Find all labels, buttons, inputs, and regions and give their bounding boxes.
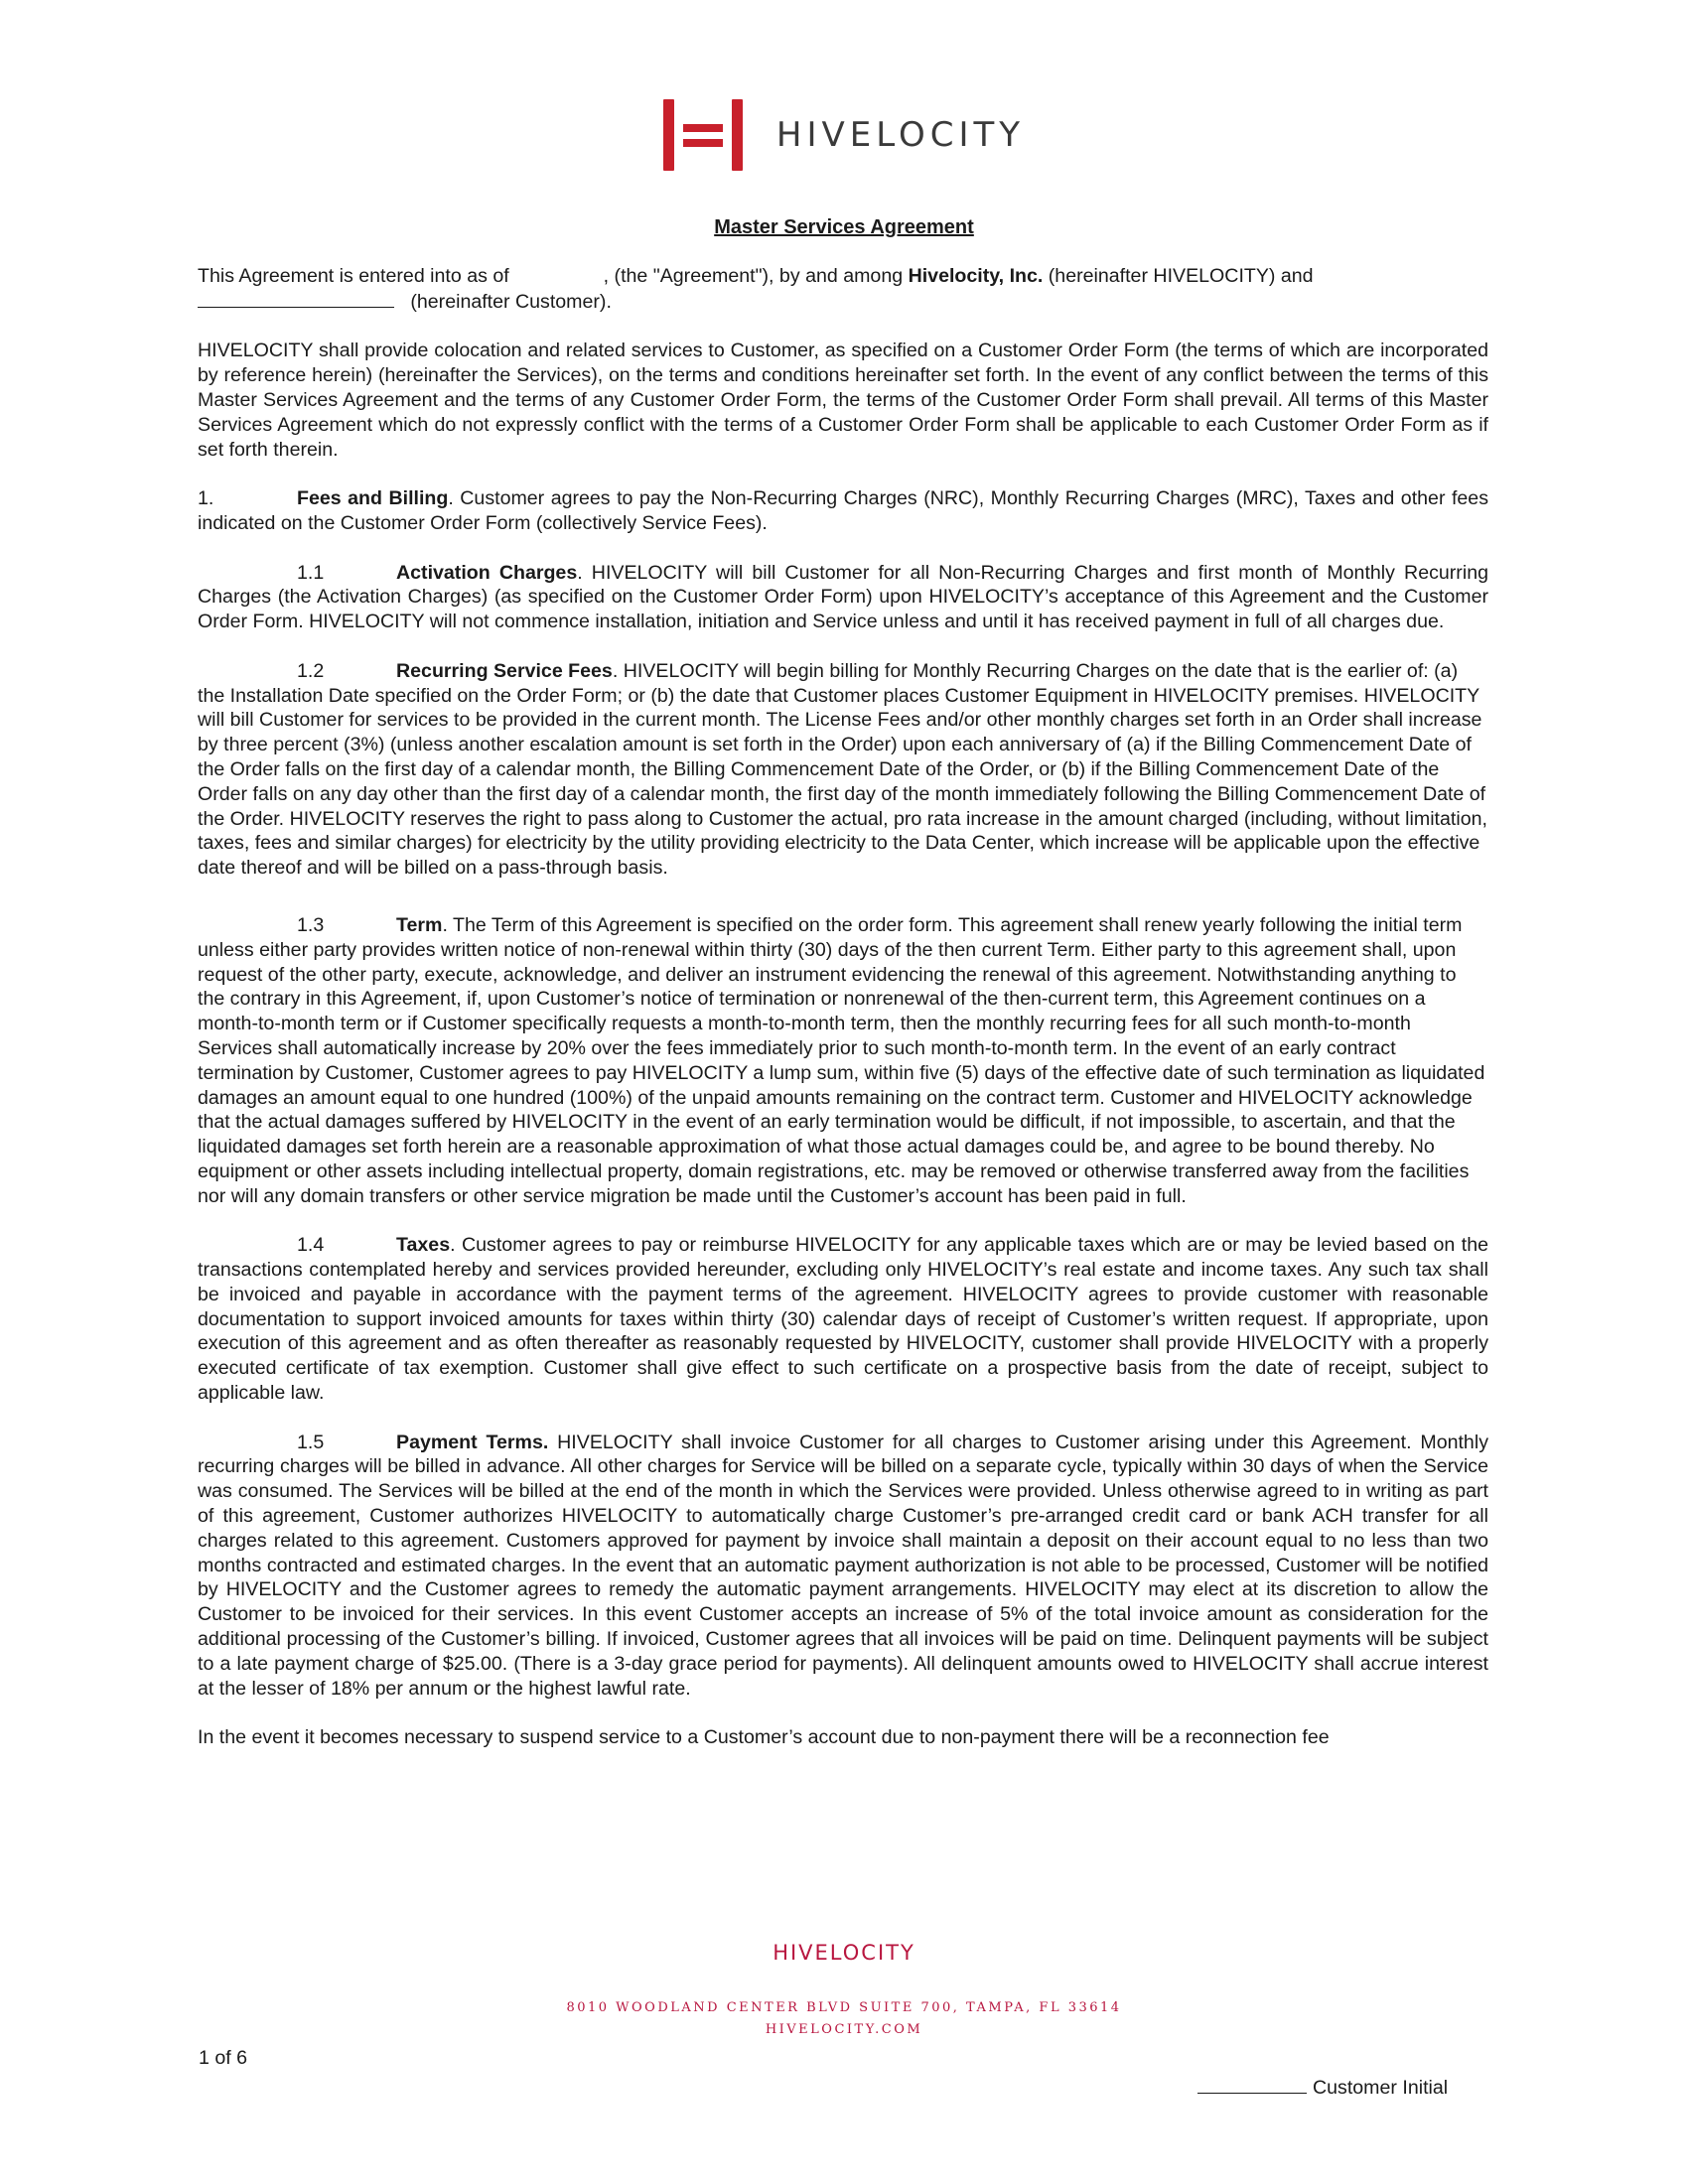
customer-initial-label: Customer Initial — [1313, 2077, 1449, 2099]
customer-name-blank — [198, 289, 394, 308]
section-1-2: 1.2 Recurring Service Fees. HIVELOCITY will begin billing for Monthly Recurring Charges on the date that is the earlier of: (a) the Installation Date specified on the Order Form; or (b) the date that Customer places Customer Equipment in HIVELOCITY premises. HIVELOCITY will bill Customer for services to be provided in the current month. The License Fees and/or other monthly charges set forth in an Order shall increase by three percent (3%) (unless another escalation amount is set forth in the Order) upon each anniversary of (a) if the Billing Commencement Date of the Order falls on the first day of a calendar month, the Billing Commencement Date of the Order, or (b) if the Billing Commencement Date of the Order falls on any day other than the first day of a calendar month, the first day of the month immediately following the Billing Commencement Date of the Order. HIVELOCITY reserves the right to pass along to Customer the actual, pro rata increase in the amount charged (including, without limitation, taxes, fees and similar charges) for electricity by the utility providing electricity to the Data Center, which increase will be applicable upon the effective date thereof and will be billed on a pass-through basis. — [198, 659, 1487, 880]
customer-initial-field — [1197, 2075, 1448, 2100]
section-heading: Recurring Service Fees — [396, 659, 613, 682]
footer-address: 8010 WOODLAND CENTER BLVD SUITE 700, TAMPA, FL 33614 — [566, 2000, 1122, 2015]
footer-website: HIVELOCITY.COM — [765, 2022, 923, 2037]
intro-paragraph: This Agreement is entered into as of , (the "Agreement"), by and among Hivelocity, Inc. (hereinafter HIVELOCITY) and (hereinafter Customer). — [198, 265, 1314, 313]
section-1-4: 1.4 Taxes. Customer agrees to pay or reimburse HIVELOCITY for any applicable taxes which are or may be levied based on the transactions contemplated hereby and services provided hereunder, excluding only HIVELOCITY’s real estate and income taxes. Any such tax shall be invoiced and payable in accordance with the payment terms of the agreement. HIVELOCITY agrees to provide customer with reasonable documentation to support invoiced amounts for taxes within thirty (30) calendar days of receipt of Customer’s written request. If appropriate, upon execution of this agreement and as often thereafter as reasonably requested by HIVELOCITY, customer shall provide HIVELOCITY with a properly executed certificate of tax exemption. Customer shall give effect to such certificate on a prospective basis from the date of receipt, subject to applicable law. — [198, 1234, 1488, 1405]
hivelocity-logo — [0, 99, 1688, 171]
preamble-paragraph: HIVELOCITY shall provide colocation and related services to Customer, as specified on a Customer Order Form (the terms of which are incorporated by reference herein) (hereinafter the Services), on the terms and conditions hereinafter set forth. In the event of any conflict between the terms of this Master Services Agreement and the terms of any Customer Order Form, the terms of the Customer Order Form shall prevail. All terms of this Master Services Agreement which do not expressly conflict with the terms of a Customer Order Form shall be applicable to each Customer Order Form as if set forth therein. — [198, 340, 1488, 461]
section-1-1: 1.1 Activation Charges. HIVELOCITY will bill Customer for all Non-Recurring Charges and first month of Monthly Recurring Charges (the Activation Charges) (as specified on the Customer Order Form) upon HIVELOCITY’s acceptance of this Agreement and the Customer Order Form. HIVELOCITY will not commence installation, initiation and Service unless and until it has received payment in full of all charges due. — [198, 561, 1488, 633]
section-1-3: 1.3 Term. The Term of this Agreement is specified on the order form. This agreement shall renew yearly following the initial term unless either party provides written notice of non-renewal within thirty (30) days of the then current Term. Either party to this agreement shall, upon request of the other party, execute, acknowledge, and deliver an instrument evidencing the renewal of this agreement. Notwithstanding anything to the contrary in this Agreement, if, upon Customer’s notice of termination or nonrenewal of the then-current term, this Agreement continues on a month-to-month term or if Customer specifically requests a month-to-month term, then the monthly recurring fees for all such month-to-month Services shall automatically increase by 20% over the fees immediately prior to such month-to-month term. In the event of an early contract termination by Customer, Customer agrees to pay HIVELOCITY a lump sum, within five (5) days of the effective date of such termination as liquidated damages an amount equal to one hundred (100%) of the unpaid amounts remaining on the contract term. Customer and HIVELOCITY acknowledge that the actual damages suffered by HIVELOCITY in the event of an early termination would be difficult, if not impossible, to ascertain, and that the liquidated damages set forth herein are a reasonable approximation of what those actual damages could be, and agree to be bound thereby. No equipment or other assets including intellectual property, domain registrations, etc. may be removed or otherwise transferred away from the facilities nor will any domain transfers or other service migration be made until the Customer’s account has been paid in full. — [198, 913, 1485, 1207]
section-1-5: 1.5 Payment Terms. HIVELOCITY shall invoice Customer for all charges to Customer arising under this Agreement. Monthly recurring charges will be billed in advance. All other charges for Service will be billed on a separate cycle, typically within 30 days of when the Service was consumed. The Services will be billed at the end of the month in which the Services were provided. Unless otherwise agreed to in writing as part of this agreement, Customer authorizes HIVELOCITY to automatically charge Customer’s pre-arranged credit card or bank ACH transfer for all charges related to this agreement. Customers approved for payment by invoice shall maintain a deposit on their account equal to no less than two months contracted and estimated charges. In the event that an automatic payment authorization is not able to be processed, Customer will be notified by HIVELOCITY and the Customer agrees to remedy the automatic payment arrangements. HIVELOCITY may elect at its discretion to allow the Customer to be invoiced for their services. In this event Customer accepts an increase of 5% of the total invoice amount as consideration for the additional processing of the Customer’s billing. If invoiced, Customer agrees that all invoices will be paid on time. Delinquent payments will be subject to a late payment charge of $25.00. (There is a 3-day grace period for payments). All delinquent amounts owed to HIVELOCITY shall accrue interest at the lesser of 18% per annum or the highest lawful rate. — [198, 1431, 1488, 1700]
footer-address-block — [0, 1997, 1688, 2041]
company-name: Hivelocity, Inc. — [908, 265, 1044, 287]
section-heading: Term — [396, 913, 443, 936]
footer-brand: HIVELOCITY — [773, 1941, 915, 1965]
section-heading: Taxes — [396, 1234, 451, 1257]
document-title: Master Services Agreement — [714, 216, 974, 238]
page-number: 1 of 6 — [199, 2047, 248, 2069]
logo-wordmark: HIVELOCITY — [775, 115, 1026, 155]
section-heading: Activation Charges — [396, 561, 578, 584]
section-1: 1. Fees and Billing. Customer agrees to pay the Non-Recurring Charges (NRC), Monthly Recurring Charges (MRC), Taxes and other fees indicated on the Customer Order Form (collectively Service Fees). — [198, 487, 1488, 534]
section-heading: Payment Terms. — [396, 1431, 549, 1453]
hivelocity-logo-mark-icon — [663, 99, 743, 171]
document-body — [198, 264, 1488, 1775]
initial-blank-line — [1197, 2075, 1307, 2094]
trailing-paragraph: In the event it becomes necessary to suspend service to a Customer’s account due to non-payment there will be a reconnection fee — [198, 1726, 1330, 1749]
section-heading: Fees and Billing — [297, 487, 449, 510]
